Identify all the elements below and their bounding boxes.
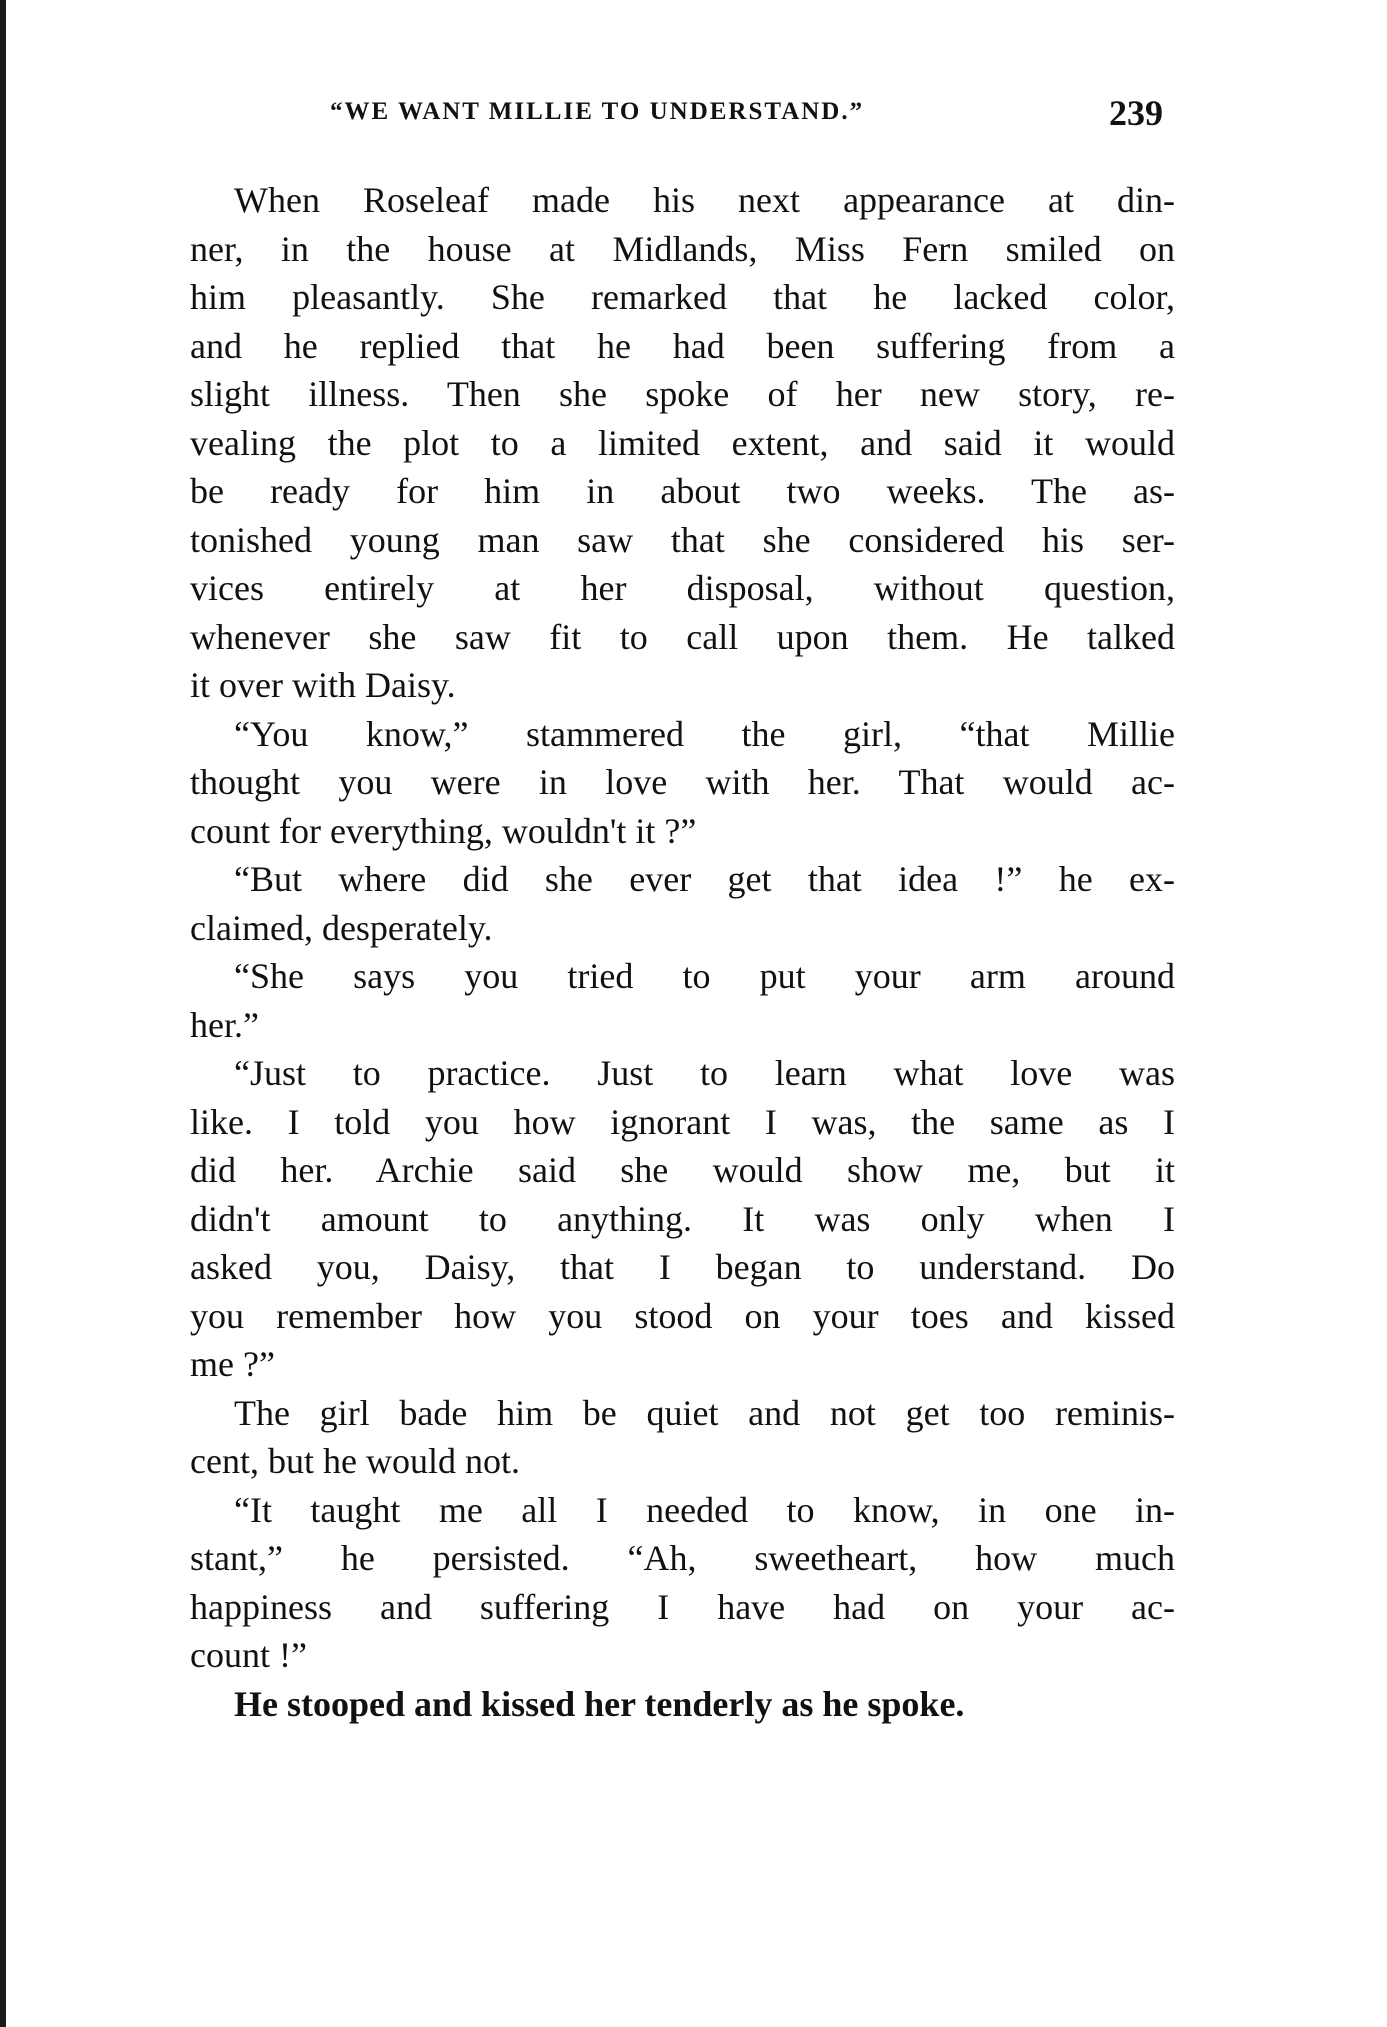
text-line: He stooped and kissed her tenderly as he spoke. [234, 1683, 965, 1724]
text-line: tonished young man saw that she considered his ser- [190, 519, 1175, 560]
text-line: it over with Daisy. [190, 665, 456, 705]
text-line: me ?” [190, 1344, 275, 1384]
running-header [190, 92, 1175, 142]
paragraph [190, 1389, 1175, 1486]
text-line: stant,” he persisted. “Ah, sweetheart, how much [190, 1538, 1175, 1578]
text-line: slight illness. Then she spoke of her new story, re- [190, 374, 1175, 414]
text-line: “It taught me all I needed to know, in one in- [234, 1489, 1175, 1530]
text-line: When Roseleaf made his next appearance at din- [234, 180, 1175, 220]
text-line: “She says you tried to put your arm around [234, 956, 1175, 996]
book-page [190, 92, 1175, 1728]
text-line: did her. Archie said she would show me, but it [190, 1150, 1175, 1190]
text-line: asked you, Daisy, that I began to understand. Do [190, 1247, 1175, 1287]
text-line: happiness and suffering I have had on your ac- [190, 1586, 1175, 1627]
page-number: 239 [1109, 93, 1163, 133]
text-line: like. I told you how ignorant I was, the same as I [190, 1101, 1175, 1142]
text-line: didn't amount to anything. It was only when I [190, 1198, 1175, 1239]
text-line: claimed, desperately. [190, 907, 493, 948]
text-line: “Just to practice. Just to learn what love was [234, 1053, 1175, 1093]
paragraph [190, 176, 1175, 710]
text-line: you remember how you stood on your toes and kissed [190, 1295, 1175, 1336]
text-line: count for everything, wouldn't it ?” [190, 810, 697, 851]
text-line: cent, but he would not. [190, 1441, 520, 1481]
paragraph [190, 952, 1175, 1049]
text-line: The girl bade him be quiet and not get too reminis- [234, 1392, 1175, 1433]
text-line: “But where did she ever get that idea !” he ex- [234, 859, 1175, 899]
text-line: whenever she saw fit to call upon them. He talked [190, 616, 1175, 657]
text-line: thought you were in love with her. That would ac- [190, 762, 1175, 802]
text-line: vealing the plot to a limited extent, and said it would [190, 422, 1175, 463]
text-line: and he replied that he had been suffering from a [190, 325, 1175, 366]
running-title: “WE WANT MILLIE TO UNDERSTAND.” [330, 98, 865, 125]
text-line: ner, in the house at Midlands, Miss Fern smiled on [190, 228, 1175, 269]
body-text [190, 176, 1175, 1728]
paragraph [190, 1049, 1175, 1389]
paragraph [190, 1680, 1175, 1729]
book-spine-edge [0, 0, 6, 2027]
text-line: “You know,” stammered the girl, “that Millie [234, 713, 1175, 754]
text-line: count !” [190, 1635, 307, 1675]
text-line: vices entirely at her disposal, without question, [190, 568, 1175, 608]
text-line: be ready for him in about two weeks. The as- [190, 471, 1175, 511]
text-line: her.” [190, 1004, 259, 1045]
paragraph [190, 1486, 1175, 1680]
text-line: him pleasantly. She remarked that he lacked color, [190, 277, 1175, 317]
paragraph [190, 855, 1175, 952]
paragraph [190, 710, 1175, 856]
